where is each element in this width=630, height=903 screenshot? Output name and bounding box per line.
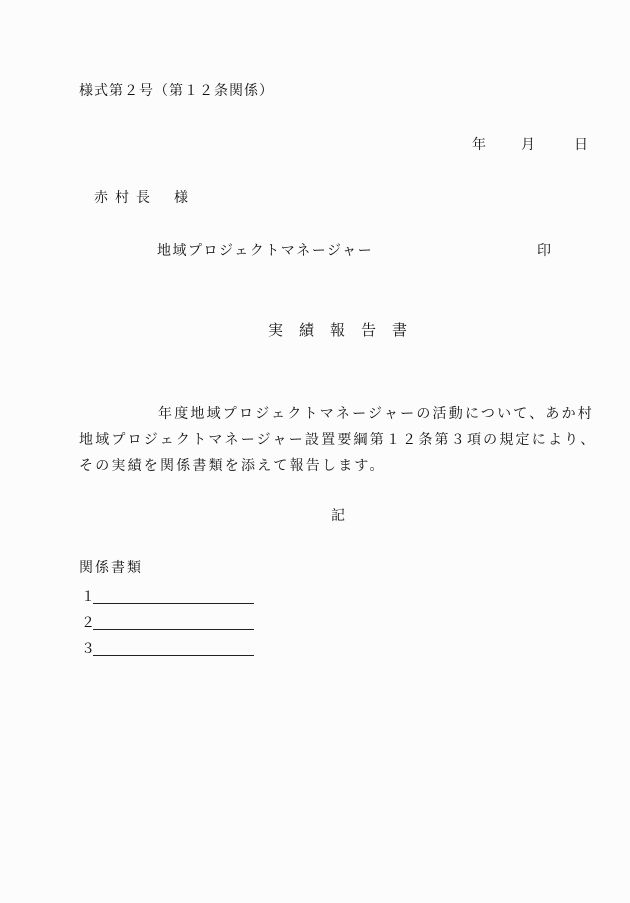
fill-in-line	[93, 655, 254, 656]
related-document-item-3	[79, 638, 254, 656]
seal-mark: 印	[537, 243, 551, 259]
fill-in-line	[93, 603, 254, 604]
date-day: 日	[574, 137, 588, 153]
date-line	[472, 136, 588, 154]
reporter-title: 地域プロジェクトマネージャー	[157, 243, 374, 259]
addressee-honorific: 様	[174, 190, 195, 206]
item-number: １	[81, 589, 95, 605]
item-number: ３	[81, 641, 95, 657]
fill-in-line	[93, 629, 254, 630]
related-documents-heading: 関係書類	[79, 560, 143, 576]
document-title: 実績報告書	[268, 321, 424, 339]
date-month: 月	[521, 137, 535, 153]
related-document-item-1	[79, 586, 254, 604]
related-document-item-2	[79, 612, 254, 630]
body-paragraph	[79, 401, 599, 479]
addressee-name: 赤村長	[94, 190, 157, 206]
form-number: 様式第２号（第１２条関係）	[79, 83, 274, 99]
ki-heading: 記	[331, 508, 345, 524]
item-number: ２	[81, 615, 95, 631]
date-year: 年	[472, 137, 486, 153]
body-text: 年度地域プロジェクトマネージャーの活動について、あか村地域プロジェクトマネージャー設置要綱第１２条第３項の規定により、その実績を関係書類を添えて報告します。	[79, 406, 597, 474]
addressee-line	[94, 189, 195, 207]
